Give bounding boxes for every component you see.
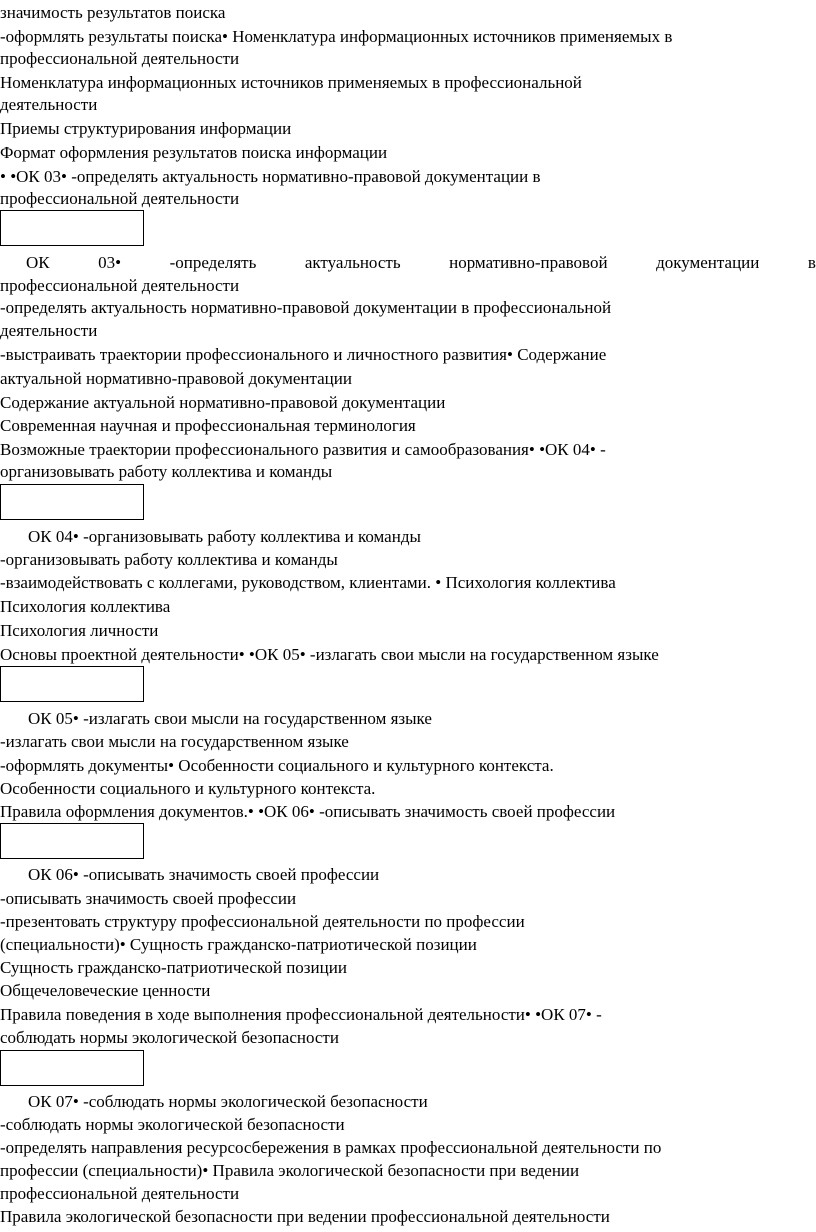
text-line: -оформлять результаты поиска• Номенклатура информационных источников применяемых в [0, 27, 673, 46]
text-line: Содержание актуальной нормативно-правовой документации [0, 393, 446, 412]
text-line: Сущность гражданско-патриотической позиции [0, 958, 347, 977]
word: ОК [26, 253, 50, 272]
text-line: Правила оформления документов.• •ОК 06• -описывать значимость своей профессии [0, 802, 616, 821]
text-line: -выстраивать траектории профессионального и личностного развития• Содержание [0, 345, 607, 364]
text-line: Приемы структурирования информации [0, 119, 292, 138]
section-heading-ok07: ОК 07• -соблюдать нормы экологической безопасности [28, 1092, 428, 1111]
text-line: -определять направления ресурсосбережения в рамках профессиональной деятельности по [0, 1138, 662, 1157]
section-heading-ok06: ОК 06• -описывать значимость своей профессии [28, 865, 380, 884]
empty-table-cell [0, 666, 144, 702]
empty-table-cell [0, 210, 144, 246]
text-line: профессиональной деятельности [0, 276, 240, 295]
empty-table-cell [0, 1050, 144, 1086]
text-line: профессиональной деятельности [0, 189, 240, 208]
text-line: -презентовать структуру профессиональной деятельности по профессии [0, 912, 525, 931]
text-line: -взаимодействовать с коллегами, руководством, клиентами. • Психология коллектива [0, 573, 616, 592]
text-line: -организовывать работу коллектива и команды [0, 550, 338, 569]
text-line: Формат оформления результатов поиска информации [0, 143, 388, 162]
word: нормативно-правовой [449, 253, 608, 272]
text-line: Общечеловеческие ценности [0, 981, 211, 1000]
text-line: -излагать свои мысли на государственном языке [0, 732, 349, 751]
text-line: Особенности социального и культурного контекста. [0, 779, 376, 798]
text-line: Возможные траектории профессионального развития и самообразования• •ОК 04• - [0, 440, 606, 459]
text-line: деятельности [0, 95, 98, 114]
text-line: • •ОК 03• -определять актуальность нормативно-правовой документации в [0, 167, 541, 186]
word: в [807, 253, 816, 272]
text-line: (специальности)• Сущность гражданско-патриотической позиции [0, 935, 477, 954]
text-line: -описывать значимость своей профессии [0, 889, 297, 908]
empty-table-cell [0, 823, 144, 859]
word: -определять [169, 253, 257, 272]
word: актуальность [304, 253, 401, 272]
word: документации [656, 253, 760, 272]
word: 03• [98, 253, 122, 272]
text-line: профессиональной деятельности [0, 49, 240, 68]
section-heading-ok05: ОК 05• -излагать свои мысли на государственном языке [28, 709, 432, 728]
text-line: Современная научная и профессиональная терминология [0, 416, 416, 435]
text-line: профессиональной деятельности [0, 1184, 240, 1203]
text-line: значимость результатов поиска [0, 3, 226, 22]
text-line: профессии (специальности)• Правила экологической безопасности при ведении [0, 1161, 580, 1180]
text-line: -определять актуальность нормативно-правовой документации в профессиональной [0, 298, 612, 317]
text-line: соблюдать нормы экологической безопасности [0, 1028, 339, 1047]
text-line: Номенклатура информационных источников применяемых в профессиональной [0, 73, 582, 92]
section-heading-ok03 [0, 252, 816, 275]
text-line: актуальной нормативно-правовой документации [0, 369, 352, 388]
section-heading-ok04: ОК 04• -организовывать работу коллектива и команды [28, 527, 421, 546]
text-line: Психология личности [0, 621, 159, 640]
text-line: Психология коллектива [0, 597, 171, 616]
text-line: Основы проектной деятельности• •ОК 05• -излагать свои мысли на государственном языке [0, 645, 659, 664]
text-line: организовывать работу коллектива и команды [0, 462, 333, 481]
text-line: -соблюдать нормы экологической безопасности [0, 1115, 345, 1134]
text-line: деятельности [0, 321, 98, 340]
text-line: Правила поведения в ходе выполнения профессиональной деятельности• •ОК 07• - [0, 1005, 602, 1024]
text-line: Правила экологической безопасности при ведении профессиональной деятельности [0, 1207, 610, 1226]
text-line: -оформлять документы• Особенности социального и культурного контекста. [0, 756, 554, 775]
empty-table-cell [0, 484, 144, 520]
